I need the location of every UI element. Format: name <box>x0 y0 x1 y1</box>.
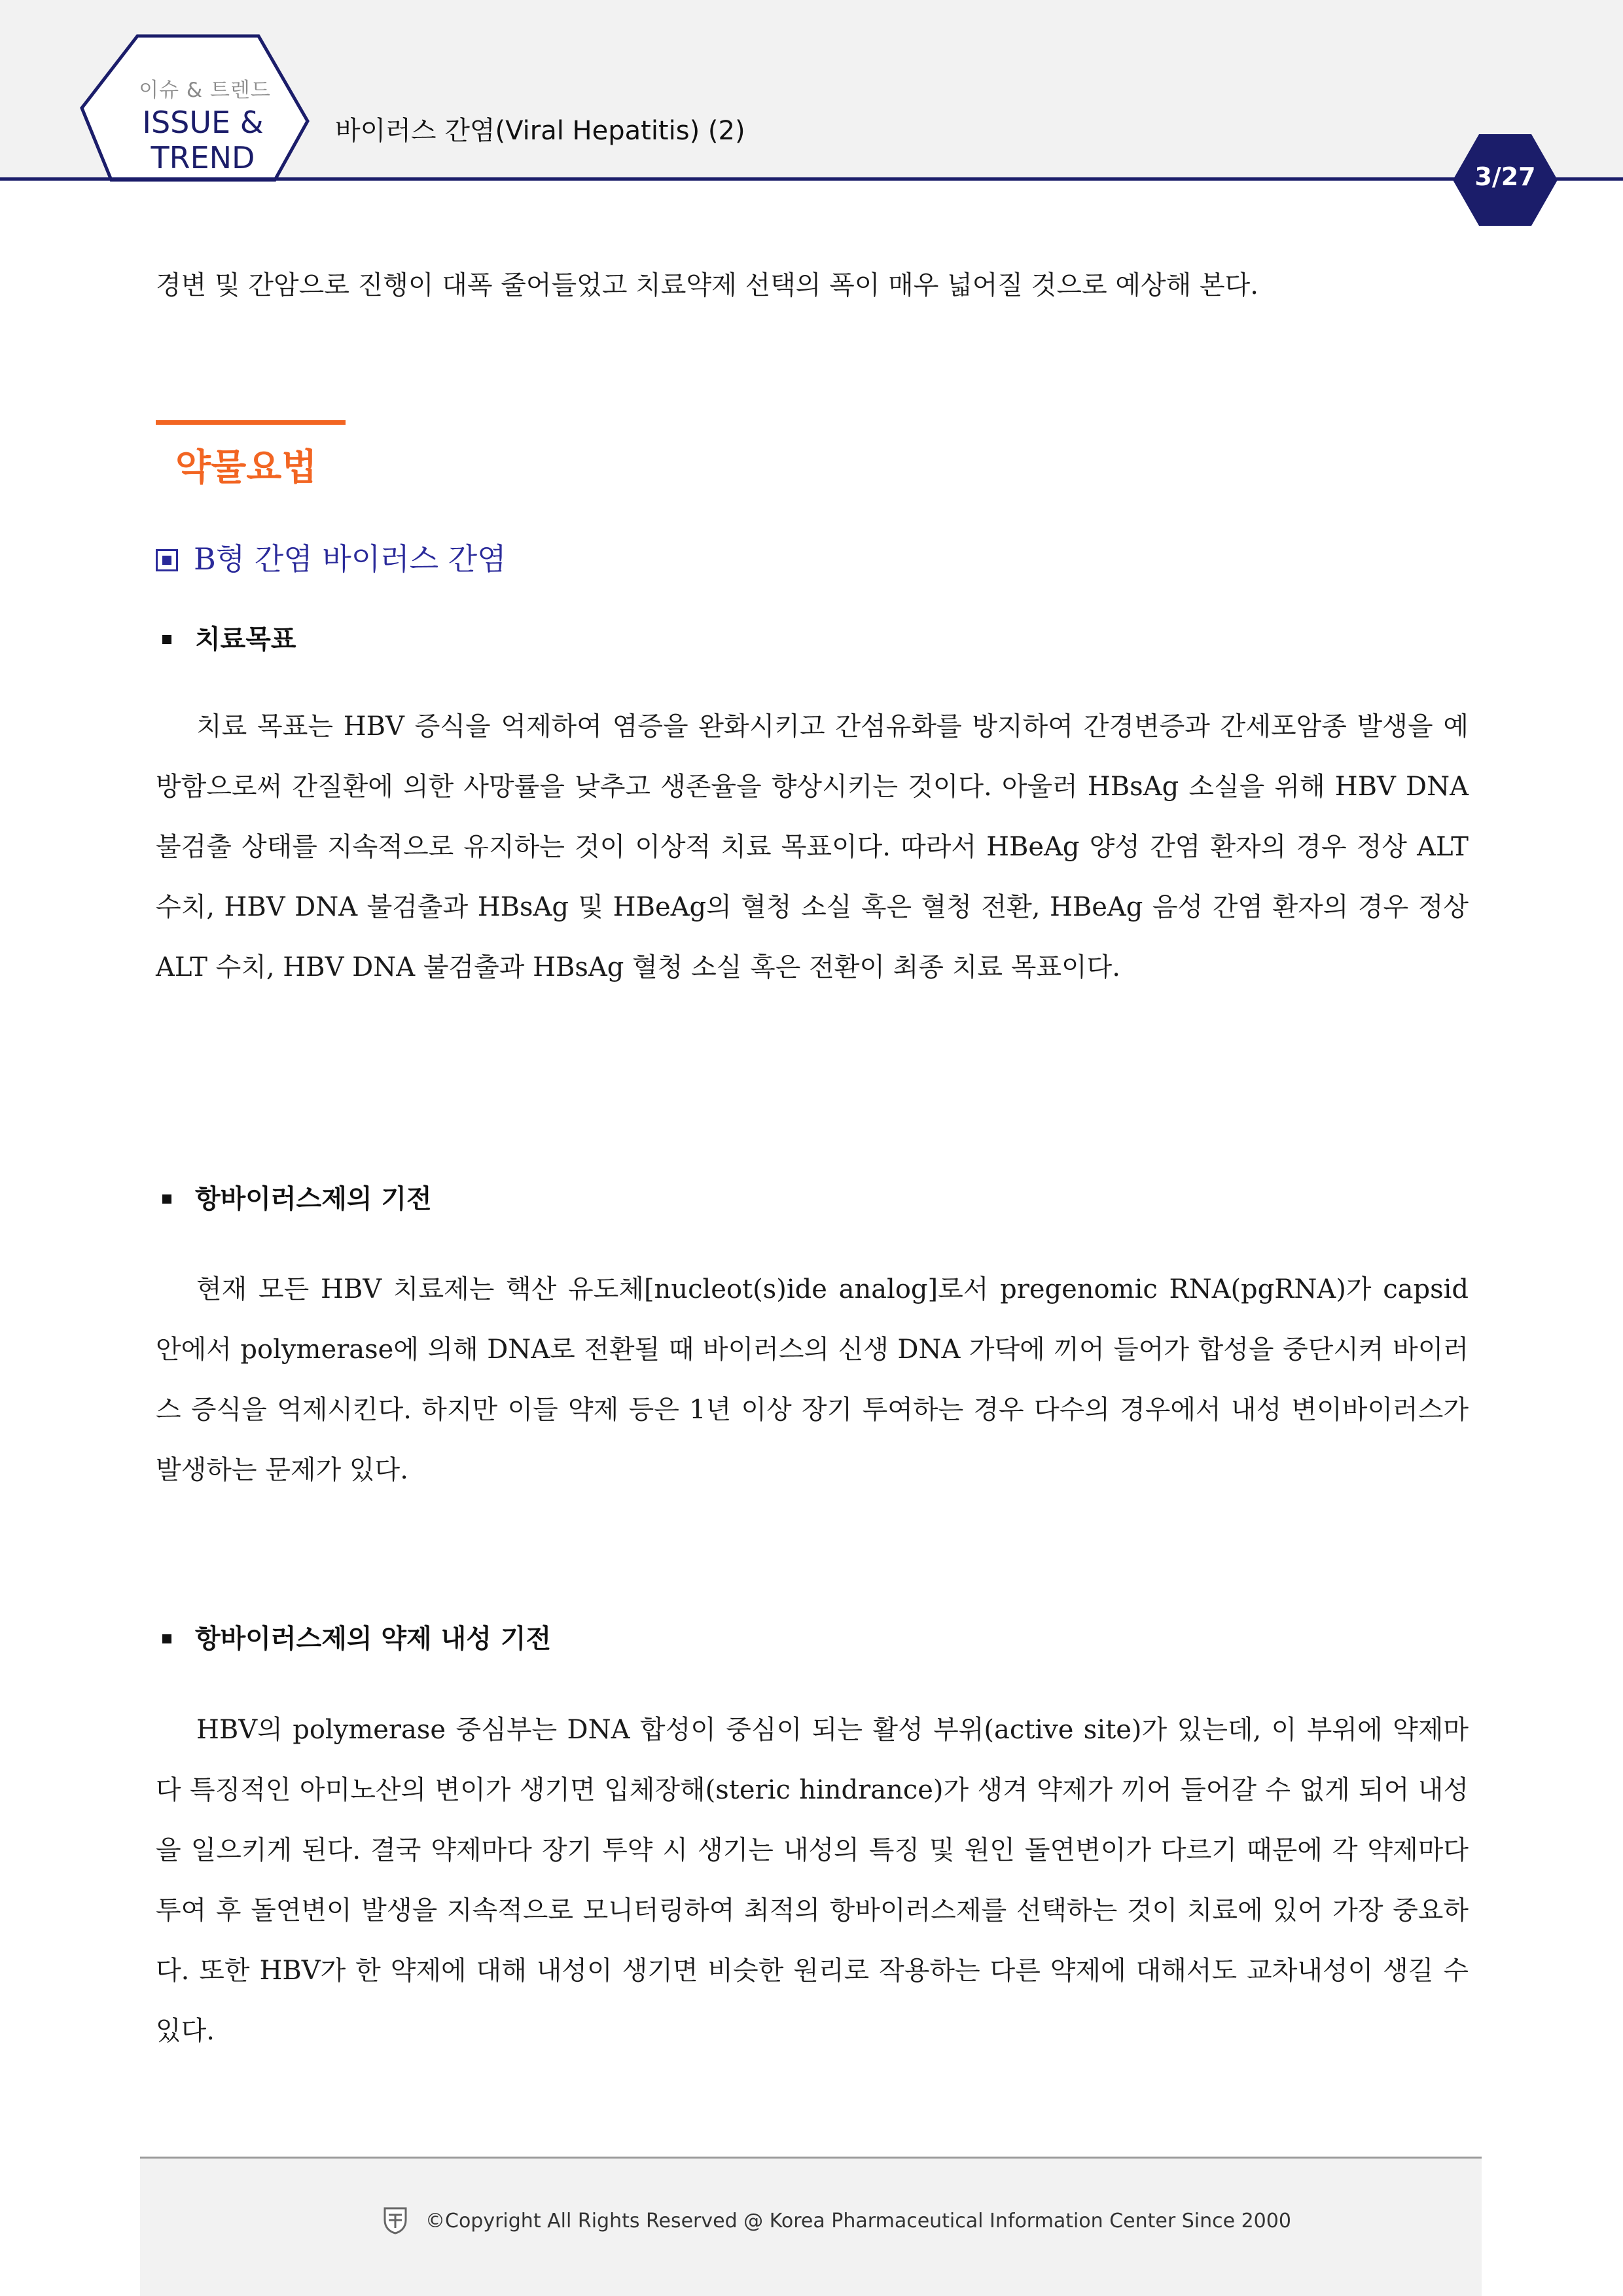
intro-line: 경변 및 간암으로 진행이 대폭 줄어들었고 치료약제 선택의 폭이 매우 넓어질 것으로 예상해 본다. <box>156 270 1258 300</box>
footer-rule <box>140 2157 1482 2159</box>
paragraph-antiviral-mechanism: 현재 모든 HBV 치료제는 핵산 유도체[nucleot(s)ide analog]로서 pregenomic RNA(pgRNA)가 capsid 안에서 polymerase에 의해 DNA로 전환될 때 바이러스의 신생 DNA 가닥에 끼어 들어가 합성을 중단시켜 바이러스 증식을 억제시킨다. 하지만 이들 약제 등은 1년 이상 장기 투여하는 경우 다수의 경우에서 내성 변이바이러스가 발생하는 문제가 있다. <box>156 1274 1469 1485</box>
bullet-square-icon <box>162 635 171 644</box>
bullet-heading-text: 치료목표 <box>195 624 296 655</box>
paragraph-treatment-goal: 치료 목표는 HBV 증식을 억제하여 염증을 완화시키고 간섬유화를 방지하여 간경변증과 간세포암종 발생을 예방함으로써 간질환에 의한 사망률을 낮추고 생존율을 향상시키는 것이다. 아울러 HBsAg 소실을 위해 HBV DNA 불검출 상태를 지속적으로 유지하는 것이 이상적 치료 목표이다. 따라서 HBeAg 양성 간염 환자의 경우 정상 ALT 수치, HBV DNA 불검출과 HBsAg 및 HBeAg의 혈청 소실 혹은 혈청 전환, HBeAg 음성 간염 환자의 경우 정상 ALT 수치, HBV DNA 불검출과 HBsAg 혈청 소실 혹은 전환이 최종 치료 목표이다. <box>156 711 1469 982</box>
bullet-square-icon <box>162 1634 171 1643</box>
logo-subtitle: 이슈 & 트렌드 <box>139 79 271 102</box>
document-title: 바이러스 간염(Viral Hepatitis) (2) <box>335 116 745 146</box>
bullet-heading-treatment-goal <box>162 619 296 656</box>
logo-line-1: ISSUE & <box>142 105 264 140</box>
logo-line-2: TREND <box>151 140 255 175</box>
bullet-heading-antiviral-mechanism <box>162 1178 432 1215</box>
bullet-square-icon <box>162 1194 171 1204</box>
square-box-icon <box>156 549 178 571</box>
bullet-heading-resistance-mechanism <box>162 1618 551 1655</box>
section-title: 약물요법 <box>175 446 317 489</box>
bullet-heading-text: 항바이러스제의 기전 <box>195 1184 432 1214</box>
bullet-heading-text: 항바이러스제의 약제 내성 기전 <box>195 1624 552 1654</box>
header-rule <box>0 177 1623 181</box>
paragraph-resistance-mechanism: HBV의 polymerase 중심부는 DNA 합성이 중심이 되는 활성 부위(active site)가 있는데, 이 부위에 약제마다 특징적인 아미노산의 변이가 생기면 입체장해(steric hindrance)가 생겨 약제가 끼어 들어갈 수 없게 되어 내성을 일으키게 된다. 결국 약제마다 장기 투약 시 생기는 내성의 특징 및 원인 돌연변이가 다르기 때문에 각 약제마다 투여 후 돌연변이 발생을 지속적으로 모니터링하여 최적의 항바이러스제를 선택하는 것이 치료에 있어 가장 중요하다. 또한 HBV가 한 약제에 대해 내성이 생기면 비슷한 원리로 작용하는 다른 약제에 대해서도 교차내성이 생길 수 있다. <box>156 1715 1469 2046</box>
page-number: 3/27 <box>1474 162 1536 191</box>
subsection-title-text: B형 간염 바이러스 간염 <box>194 541 507 577</box>
logo-title <box>124 105 281 175</box>
copyright-text: ©Copyright All Rights Reserved @ Korea Pharmaceutical Information Center Since 2000 <box>425 2210 1291 2233</box>
subsection-title <box>156 535 507 579</box>
kpic-shield-icon <box>382 2206 408 2234</box>
section-accent-bar <box>156 420 346 425</box>
